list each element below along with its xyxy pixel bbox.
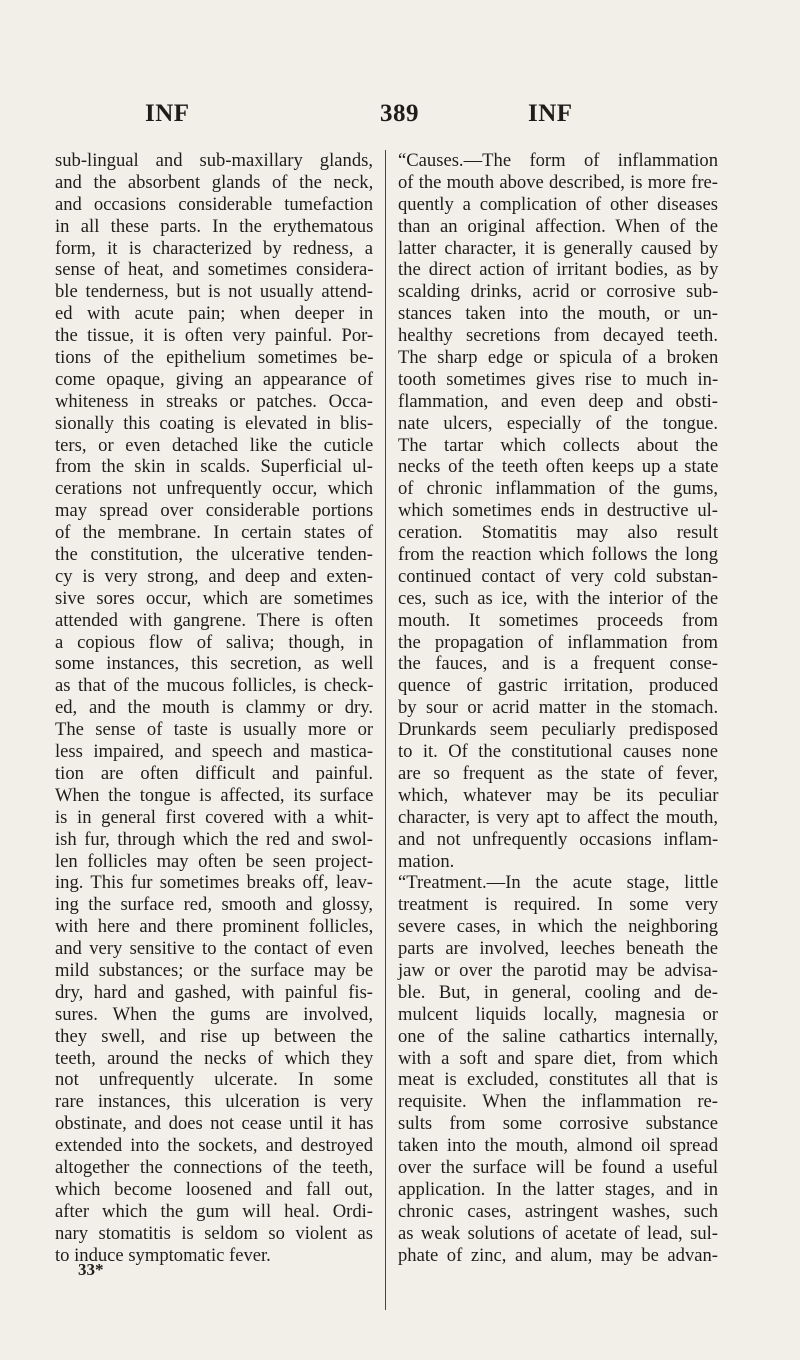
- page-number: 389: [380, 100, 419, 127]
- text-line: with here and there prominent follicles,: [55, 916, 374, 938]
- text-line: from the skin in scalds. Superficial ul-: [55, 456, 373, 478]
- text-line: and occasions considerable tumefaction: [55, 193, 373, 215]
- text-line: not unfrequently ulcerate. In some: [55, 1069, 373, 1091]
- text-line: may spread over considerable portions: [55, 500, 374, 522]
- column-divider: [385, 150, 386, 1310]
- text-line: and very sensitive to the contact of even: [55, 938, 373, 960]
- text-line: sense of heat, and sometimes considera-: [55, 259, 374, 281]
- text-line: nary stomatitis is seldom so violent as: [55, 1222, 374, 1244]
- text-line: sures. When the gums are involved,: [55, 1003, 373, 1025]
- text-line: and the absorbent glands of the neck,: [55, 171, 374, 193]
- text-line: severe cases, in which the neighboring: [398, 916, 719, 938]
- text-line: dry, hard and gashed, with painful fis-: [55, 981, 373, 1003]
- text-line: cy is very strong, and deep and exten-: [55, 565, 373, 587]
- text-line: of the mouth above described, is more fre-: [398, 171, 718, 193]
- text-line: healthy secretions from decayed teeth.: [398, 325, 718, 347]
- text-line: sults from some corrosive substance: [398, 1113, 718, 1135]
- text-line: and not unfrequently occasions inflam-: [398, 828, 719, 850]
- text-line: by sour or acrid matter in the stomach.: [398, 697, 719, 719]
- text-line: mouth. It sometimes proceeds from: [398, 609, 718, 631]
- text-line: phate of zinc, and alum, may be advan-: [398, 1244, 718, 1266]
- text-line: come opaque, giving an appearance of: [55, 368, 374, 390]
- text-line: they swell, and rise up between the: [55, 1025, 373, 1047]
- text-line: mild substances; or the surface may be: [55, 959, 374, 981]
- text-line: than an original affection. When of the: [398, 215, 718, 237]
- text-line: of the membrane. In certain states of: [55, 522, 374, 544]
- signature-mark: 33*: [78, 1260, 104, 1279]
- text-line: the fauces, and is a frequent conse-: [398, 653, 718, 675]
- text-line: the tissue, it is often very painful. Por-: [55, 325, 374, 347]
- text-line: ed, and the mouth is clammy or dry.: [55, 697, 373, 719]
- text-line: ed with acute pain; when deeper in: [55, 303, 374, 325]
- text-line: len follicles may often be seen project-: [55, 850, 374, 872]
- text-line: chronic cases, astringent washes, such: [398, 1200, 718, 1222]
- text-line: are so frequent as the state of fever,: [398, 762, 718, 784]
- text-line: ing. This fur sometimes breaks off, leav-: [55, 872, 373, 894]
- text-line: The sense of taste is usually more or: [55, 719, 374, 741]
- text-line: extended into the sockets, and destroyed: [55, 1135, 373, 1157]
- text-line: as that of the mucous follicles, is check-: [55, 675, 374, 697]
- text-line: the direct action of irritant bodies, as by: [398, 259, 719, 281]
- text-line: parts are involved, leeches beneath the: [398, 938, 719, 960]
- text-line: altogether the connections of the teeth,: [55, 1156, 374, 1178]
- text-line: after which the gum will heal. Ordi-: [55, 1200, 373, 1222]
- text-line: necks of the teeth often keeps up a state: [398, 456, 719, 478]
- text-line: The tartar which collects about the: [398, 434, 718, 456]
- text-line: over the surface will be found a useful: [398, 1156, 718, 1178]
- text-line: whiteness in streaks or patches. Occa-: [55, 390, 373, 412]
- text-line: of chronic inflammation of the gums,: [398, 478, 718, 500]
- text-line: The sharp edge or spicula of a broken: [398, 347, 719, 369]
- text-line: ces, such as ice, with the interior of the: [398, 587, 719, 609]
- text-line: less impaired, and speech and mastica-: [55, 741, 374, 763]
- text-line: latter character, it is generally caused by: [398, 237, 719, 259]
- text-line: ish fur, through which the red and swol-: [55, 828, 373, 850]
- text-line: mulcent liquids locally, magnesia or: [398, 1003, 718, 1025]
- text-line: quently a complication of other diseases: [398, 193, 718, 215]
- text-line: flammation, and even deep and obsti-: [398, 390, 718, 412]
- text-line: which, whatever may be its peculiar: [398, 784, 719, 806]
- text-line: attended with gangrene. There is often: [55, 609, 373, 631]
- text-line: is in general first covered with a whit-: [55, 806, 374, 828]
- text-line: some instances, this secretion, as well: [55, 653, 374, 675]
- text-line: mation.: [398, 850, 455, 872]
- running-header: [0, 100, 800, 140]
- text-line: requisite. When the inflammation re-: [398, 1091, 718, 1113]
- text-line: meat is excluded, constitutes all that is: [398, 1069, 718, 1091]
- text-line: stances taken into the mouth, or un-: [398, 303, 718, 325]
- text-line: which sometimes ends in destructive ul-: [398, 500, 718, 522]
- text-line: jaw or over the parotid may be advisa-: [398, 959, 718, 981]
- text-line: cerations not unfrequently occur, which: [55, 478, 374, 500]
- text-line: which become loosened and fall out,: [55, 1178, 373, 1200]
- text-line: Drunkards seem peculiarly predisposed: [398, 719, 718, 741]
- text-line: the constitution, the ulcerative tenden-: [55, 544, 373, 566]
- text-line: to induce symptomatic fever.: [55, 1244, 271, 1266]
- text-line: taken into the mouth, almond oil spread: [398, 1135, 718, 1157]
- text-line: form, it is characterized by redness, a: [55, 237, 373, 259]
- text-line: ceration. Stomatitis may also result: [398, 522, 718, 544]
- text-line: When the tongue is affected, its surface: [55, 784, 374, 806]
- text-line: ters, or even detached like the cuticle: [55, 434, 374, 456]
- text-line: sub-lingual and sub-maxillary glands,: [55, 150, 373, 171]
- text-line: “Causes.—The form of inflammation: [398, 150, 718, 171]
- text-line: the propagation of inflammation from: [398, 631, 718, 653]
- text-line: obstinate, and does not cease until it has: [55, 1113, 374, 1135]
- text-line: rare instances, this ulceration is very: [55, 1091, 373, 1113]
- right-text-column: [398, 150, 718, 1266]
- text-line: “Treatment.—In the acute stage, little: [398, 872, 719, 894]
- text-line: ing the surface red, smooth and glossy,: [55, 894, 374, 916]
- text-line: in all these parts. In the erythematous: [55, 215, 374, 237]
- header-left-guide-word: INF: [145, 100, 190, 127]
- text-line: ble. But, in general, cooling and de-: [398, 981, 718, 1003]
- text-line: character, is very apt to affect the mouth,: [398, 806, 719, 828]
- text-line: from the reaction which follows the long: [398, 544, 718, 566]
- text-line: continued contact of very cold substan-: [398, 565, 718, 587]
- text-line: as weak solutions of acetate of lead, sul-: [398, 1222, 718, 1244]
- left-text-column: [55, 150, 373, 1266]
- text-line: application. In the latter stages, and in: [398, 1178, 718, 1200]
- text-line: a copious flow of saliva; though, in: [55, 631, 373, 653]
- text-line: tions of the epithelium sometimes be-: [55, 347, 374, 369]
- text-line: sionally this coating is elevated in blis-: [55, 412, 374, 434]
- text-line: to it. Of the constitutional causes none: [398, 741, 718, 763]
- text-line: teeth, around the necks of which they: [55, 1047, 374, 1069]
- text-line: with a soft and spare diet, from which: [398, 1047, 718, 1069]
- text-line: quence of gastric irritation, produced: [398, 675, 719, 697]
- text-line: one of the saline cathartics internally,: [398, 1025, 718, 1047]
- text-line: tooth sometimes gives rise to much in-: [398, 368, 719, 390]
- text-line: scalding drinks, acrid or corrosive sub-: [398, 281, 719, 303]
- text-line: tion are often difficult and painful.: [55, 762, 373, 784]
- header-right-guide-word: INF: [528, 100, 573, 127]
- text-line: nate ulcers, especially of the tongue.: [398, 412, 719, 434]
- text-line: treatment is required. In some very: [398, 894, 719, 916]
- text-line: sive sores occur, which are sometimes: [55, 587, 374, 609]
- text-line: ble tenderness, but is not usually attend-: [55, 281, 373, 303]
